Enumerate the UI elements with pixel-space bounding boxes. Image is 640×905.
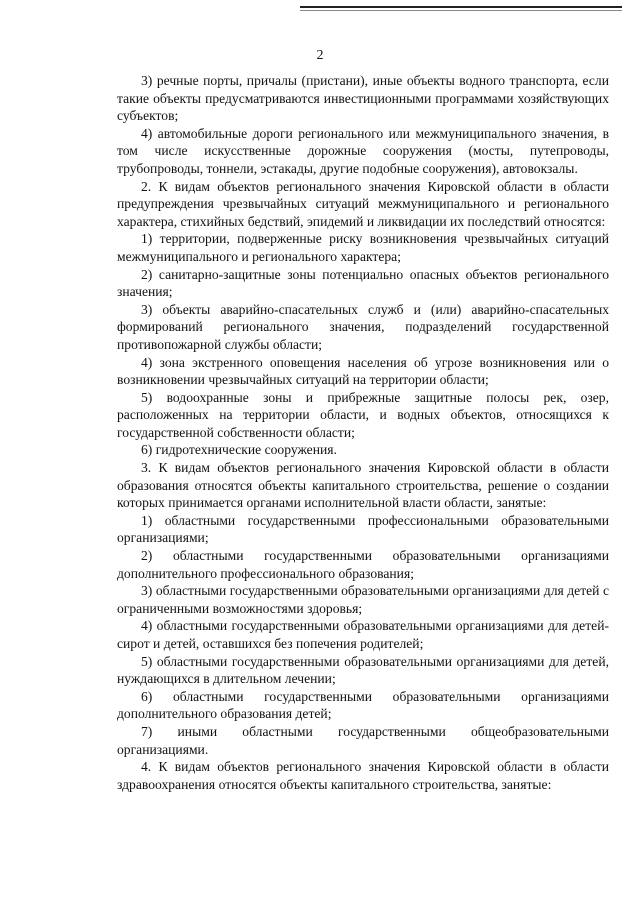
page-number: 2	[316, 48, 324, 63]
paragraph: 3) объекты аварийно-спасательных служб и (или) аварийно-спасательных формирований регионального значения, подразделений государственной противопожарной службы области;	[117, 301, 609, 352]
paragraph: 7) иными областными государственными общеобразовательными организациями.	[117, 723, 609, 757]
paragraph: 3. К видам объектов регионального значения Кировской области в области образования относятся объекты капитального строительства, решение о создании которых принимается органами исполнительной власти области, занятые:	[117, 460, 609, 511]
paragraph: 4. К видам объектов регионального значения Кировской области в области здравоохранения относятся объекты капитального строительства, занятые:	[117, 759, 609, 792]
paragraph: 3) областными государственными образовательными организациями для детей с ограниченными возможностями здоровья;	[117, 583, 609, 616]
paragraph: 2. К видам объектов регионального значения Кировской области в области предупреждения чрезвычайных ситуаций межмуниципального и регионального характера, стихийных бедствий, эпидемий и ликвидации их последствий относятся:	[117, 178, 609, 229]
paragraph: 6) областными государственными образовательными организациями дополнительного образования детей;	[117, 688, 609, 722]
header-rule-thin	[300, 10, 622, 11]
paragraph: 4) зона экстренного оповещения населения об угрозе возникновения или о возникновении чрезвычайных ситуаций на территории области;	[117, 354, 609, 388]
paragraph: 4) областными государственными образовательными организациями для детей-сирот и детей, оставшихся без попечения родителей;	[117, 618, 609, 651]
paragraph: 3) речные порты, причалы (пристани), иные объекты водного транспорта, если такие объекты предусматриваются инвестиционными программами хозяйствующих субъектов;	[117, 73, 609, 124]
header-rule	[300, 6, 622, 8]
paragraph: 1) областными государственными профессиональными образовательными организациями;	[117, 512, 609, 546]
paragraph: 5) областными государственными образовательными организациями для детей, нуждающихся в длительном лечении;	[117, 653, 609, 687]
paragraph: 1) территории, подверженные риску возникновения чрезвычайных ситуаций межмуниципального и регионального характера;	[117, 231, 609, 264]
paragraph: 4) автомобильные дороги регионального или межмуниципального значения, в том числе искусственные дорожные сооружения (мосты, путепроводы, трубопроводы, тоннели, эстакады, другие подобные сооружения), автовокзалы.	[117, 125, 609, 176]
document-body	[117, 72, 609, 793]
paragraph: 2) санитарно-защитные зоны потенциально опасных объектов регионального значения;	[117, 266, 609, 300]
paragraph: 5) водоохранные зоны и прибрежные защитные полосы рек, озер, расположенных на территории области, и водных объектов, относящихся к государственной собственности области;	[117, 389, 609, 440]
paragraph: 6) гидротехнические сооружения.	[141, 442, 337, 458]
paragraph: 2) областными государственными образовательными организациями дополнительного профессионального образования;	[117, 548, 609, 581]
